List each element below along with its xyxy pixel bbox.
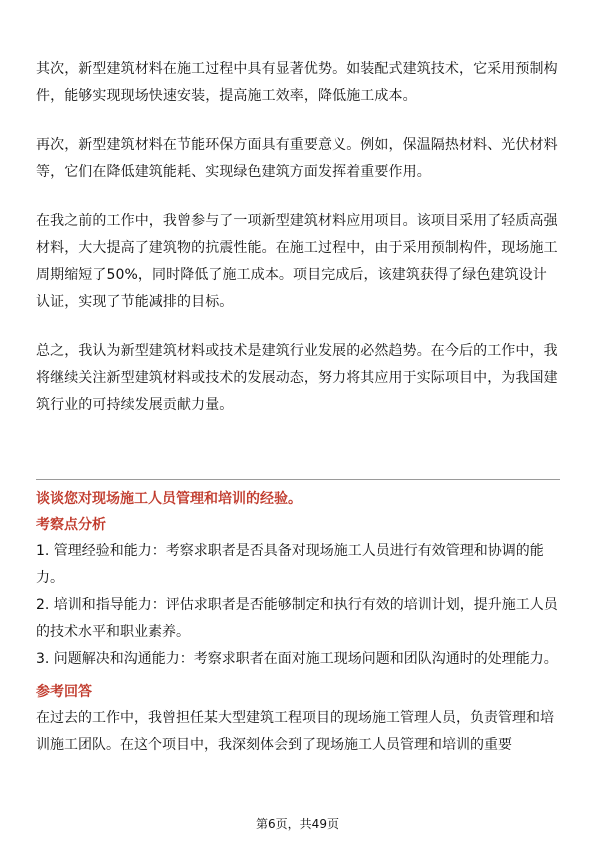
question-title: 谈谈您对现场施工人员管理和培训的经验。 <box>36 491 302 507</box>
paragraph: 再次，新型建筑材料在节能环保方面具有重要意义。例如，保温隔热材料、光伏材料等，它们在降低建筑能耗、实现绿色建筑方面发挥着重要作用。 <box>36 137 558 180</box>
question-section <box>36 486 560 759</box>
paragraph: 在我之前的工作中，我曾参与了一项新型建筑材料应用项目。该项目采用了轻质高强材料，大大提高了建筑物的抗震性能。在施工过程中，由于采用预制构件，现场施工周期缩短了50%，同时降低了施工成本。项目完成后，该建筑获得了绿色建筑设计认证，实现了节能减排的目标。 <box>36 213 558 310</box>
paragraph: 其次，新型建筑材料在施工过程中具有显著优势。如装配式建筑技术，它采用预制构件，能够实现现场快速安装，提高施工效率，降低施工成本。 <box>36 61 558 104</box>
analysis-item: 2. 培训和指导能力：评估求职者是否能够制定和执行有效的培训计划，提升施工人员的技术水平和职业素养。 <box>36 597 558 640</box>
analysis-item: 3. 问题解决和沟通能力：考察求职者在面对施工现场问题和团队沟通时的处理能力。 <box>36 651 558 667</box>
answer-text: 在过去的工作中，我曾担任某大型建筑工程项目的现场施工管理人员，负责管理和培训施工团队。在这个项目中，我深刻体会到了现场施工人员管理和培训的重要 <box>36 710 554 753</box>
section-divider <box>36 479 560 480</box>
body-text <box>36 56 560 419</box>
analysis-item: 1. 管理经验和能力：考察求职者是否具备对现场施工人员进行有效管理和协调的能力。 <box>36 543 544 586</box>
analysis-heading: 考察点分析 <box>36 517 106 533</box>
page-number: 第6页，共49页 <box>256 817 339 831</box>
answer-heading: 参考回答 <box>36 684 92 700</box>
paragraph: 总之，我认为新型建筑材料或技术是建筑行业发展的必然趋势。在今后的工作中，我将继续关注新型建筑材料或技术的发展动态，努力将其应用于实际项目中，为我国建筑行业的可持续发展贡献力量。 <box>36 343 558 413</box>
